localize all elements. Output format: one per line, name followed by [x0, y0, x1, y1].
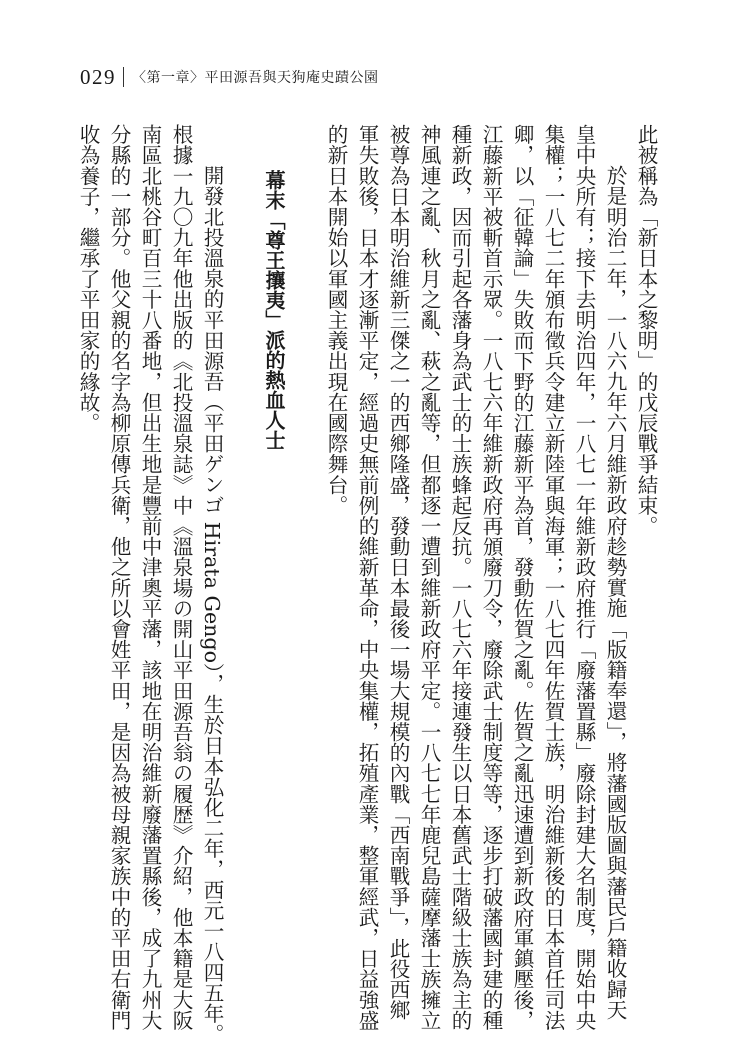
vertical-text-body	[76, 124, 658, 1044]
text-line: 被尊為日本明治維新三傑之一的西鄉隆盛，發動日本最後一場大規模的內戰「西南戰爭」，此役西鄉	[386, 124, 410, 1021]
text-line: 收為養子，繼承了平田家的緣故。	[76, 124, 100, 433]
text-line: 江藤新平被斬首示眾。一八七六年維新政府再頒廢刀令，廢除武士制度等等，逐步打破藩國封建的種	[479, 124, 503, 1031]
text-line: 分縣的一部分。他父親的名字為柳原傳兵衛，他之所以會姓平田，是因為被母親家族中的平田右衛門	[107, 124, 131, 1031]
text-line: 南區北桃谷町百三十八番地，但出生地是豐前中津奧平藩，該地在明治維新廢藩置縣後，成了九州大	[138, 124, 162, 1031]
text-line: 神風連之亂、秋月之亂、萩之亂等，但都逐一遭到維新政府平定。一八七七年鹿兒島薩摩藩士族擁立	[417, 124, 441, 1031]
running-head: 〈第一章〉平田源吾與天狗庵史蹟公園	[132, 70, 379, 86]
blank-line	[293, 124, 317, 924]
text-line: 軍失敗後，日本才逐漸平定，經過史無前例的維新革命，中央集權，拓殖產業，整軍經武，日益強盛	[355, 124, 379, 1031]
section-heading: 幕末「尊王攘夷」派的熱血人士	[262, 170, 286, 450]
text-line: 根據一九〇九年他出版的《北投溫泉誌》中《溫泉場の開山平田源吾翁の履歴》介紹，他本籍是大阪	[169, 124, 193, 1031]
text-line: 皇中央所有；接下去明治四年，一八七一年維新政府推行「廢藩置縣」廢除封建大名制度，開始中央	[572, 124, 596, 1031]
header-divider	[123, 67, 124, 87]
text-line: 於是明治二年，一八六九年六月維新政府趁勢實施「版籍奉還」，將藩國版圖與藩民戶籍收歸天	[603, 165, 627, 1020]
text-line: 集權；一八七二年頒布徵兵令建立新陸軍與海軍；一八七四年佐賀士族，明治維新後的日本首任司法	[541, 124, 565, 1031]
text-line: 的新日本開始以軍國主義出現在國際舞台。	[324, 124, 348, 516]
text-line: 卿，以「征韓論」失敗而下野的江藤新平為首，發動佐賀之亂。佐賀之亂迅速遭到新政府軍鎮壓後，	[510, 124, 534, 1031]
blank-line	[231, 124, 255, 924]
text-line: 開發北投溫泉的平田源吾（平田ゲンゴ Hirata Gengo），生於日本弘化二年，西元一八四五年。	[200, 165, 224, 1044]
page-header	[80, 64, 379, 90]
text-line: 此被稱為「新日本之黎明」的戊辰戰爭結束。	[634, 124, 658, 536]
page-number: 029	[80, 64, 116, 89]
text-line: 種新政，因而引起各藩身為武士的士族蜂起反抗。一八七六年接連發生以日本舊武士階級士族為主的	[448, 124, 472, 1031]
